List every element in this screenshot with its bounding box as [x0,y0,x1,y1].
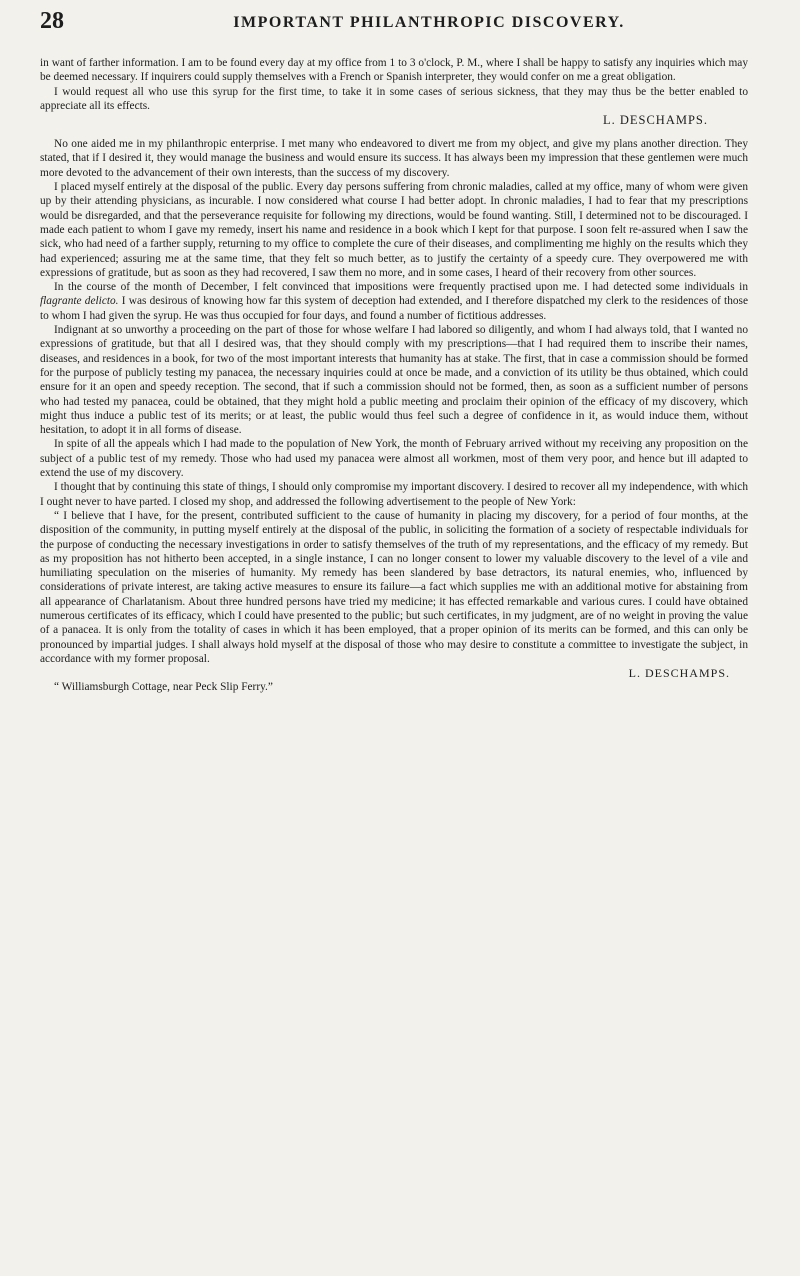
italic-phrase: flagrante delicto. [40,295,119,308]
paragraph: No one aided me in my philanthropic enterprise. I met many who endeavored to divert me from my object, and give my plans another direction. They stated, that if I desired it, they would manage the business and would ensure its success. It has always been my impression that these gentlemen were much more devoted to the advancement of their own interests, than the success of my discovery. [40,138,748,179]
article-body [40,137,748,695]
paragraph: I placed myself entirely at the disposal of the public. Every day persons suffering from chronic maladies, called at my office, many of whom were given up by their attending physicians, as incurable. I now considered what course I had better adopt. In chronic maladies, I had to fear that my prescriptions would be disregarded, and that the perseverance requisite for following my directions, would be found wanting. Still, I determined not to be discouraged. I made each patient to whom I gave my remedy, insert his name and residence in a book which I kept for that purpose. I soon felt re-assured when I saw the sick, who had need of a farther supply, returning to my office to complete the cure of their diseases, and complimenting me highly on the results which they had experienced; assuring me at the same time, that they felt so much better, as to justify the certainty of a speedy cure. They overpowered me with expressions of gratitude, but as soon as they had recovered, I saw them no more, and in some cases, I heard of their recovery from other sources. [40,181,748,279]
paragraph: I would request all who use this syrup for the first time, to take it in some cases of serious sickness, that they may thus be the better enabled to appreciate all its effects. [40,85,748,112]
paragraph: in want of farther information. I am to be found every day at my office from 1 to 3 o'clock, P. M., where I shall be happy to satisfy any inquiries which may be deemed necessary. If inquirers could supply themselves with a French or Spanish interpreter, they would confer on me a great obligation. [40,57,748,84]
paragraph [40,280,748,323]
paragraph: In spite of all the appeals which I had made to the population of New York, the month of February arrived without my receiving any proposition on the subject of a public test of my remedy. Those who had used my panacea were almost all workmen, most of them very poor, and hence but ill adapted to extend the use of my discovery. [40,438,748,480]
paragraph: I thought that by continuing this state of things, I should only compromise my important discovery. I desired to recover all my independence, with which I ought never to have parted. I closed my shop, and addressed the following advertisement to the people of New York: [40,481,748,508]
running-head: IMPORTANT PHILANTHROPIC DISCOVERY. [233,14,625,31]
text-run: In the course of the month of December, I felt convinced that impositions were frequently practised upon me. I had detected some individuals in [54,281,748,294]
paragraph: Indignant at so unworthy a proceeding on the part of those for whose welfare I had labored so diligently, and whom I had always told, that I wanted no expressions of gratitude, but that all I desired was, that they should comply with my prescriptions—that I had required them to inscribe their names, diseases, and residences in a book, for two of the most important interests that humanity has at stake. The first, that in case a commission should be formed for the purpose of publicly testing my panacea, the necessary inquiries could at once be made, and a conviction of its utility be thus obtained, which could ensure for it an open and speedy reception. The second, that if such a commission should not be formed, then, as soon as a sufficient number of persons who had tested my panacea, could be obtained, that they might hold a public meeting and proclaim their opinion of the efficacy of my discovery, which might thus induce a public test of its merits; or at least, the public would thus feel such a degree of confidence in it, as would induce them, without hesitation, to adopt it in all forms of disease. [40,324,748,437]
page-header [40,0,748,56]
page-number: 28 [40,8,64,34]
quoted-advertisement: “ I believe that I have, for the present, contributed sufficient to the cause of humanity in placing my discovery, for a period of four months, at the disposition of the community, in putting myself entirely at the disposal of the public, in soliciting the formation of a society of respectable individuals for the purpose of conducting the necessary investigations in order to satisfy themselves of the truth of my representations, and the efficacy of my remedy. But as my proposition has not hitherto been accepted, in a single instance, I can no longer consent to lower my valuable discovery to the level of a vile and humiliating speculation on the miseries of humanity. My remedy has been slandered by base detractors, its natural enemies, who, influenced by considerations of private interest, are taking active measures to ensure its failure—a fact which supplies me with an additional motive for abstaining from all appearance of Charlatanism. About three hundred persons have tried my medicine; it has effected remarkable and various cures. I could have obtained numerous certificates of its efficacy, which I could have presented to the public; but such certificates, in my judgment, are of no weight in proving the value of a panacea. It is only from the totality of cases in which it has been employed, that a proper opinion of its merits can be formed, and this can only be pronounced by impartial judges. I shall always hold myself at the disposal of those who may desire to constitute a committee to investigate the subject, in accordance with my former proposal. [40,509,748,665]
signature: L. DESCHAMPS. [602,113,708,128]
quote-signature: L. DESCHAMPS. [628,666,730,681]
text-run: I was desirous of knowing how far this system of deception had extended, and I therefore dispatched my clerk to the residences of those to whom I had given the syrup. He was thus occupied for four days, and found a number of fictitious addresses. [40,295,748,322]
top-block [40,56,748,113]
address-line: “ Williamsburgh Cottage, near Peck Slip Ferry.” [54,681,273,694]
section-gap [40,127,748,137]
book-page [40,0,748,695]
